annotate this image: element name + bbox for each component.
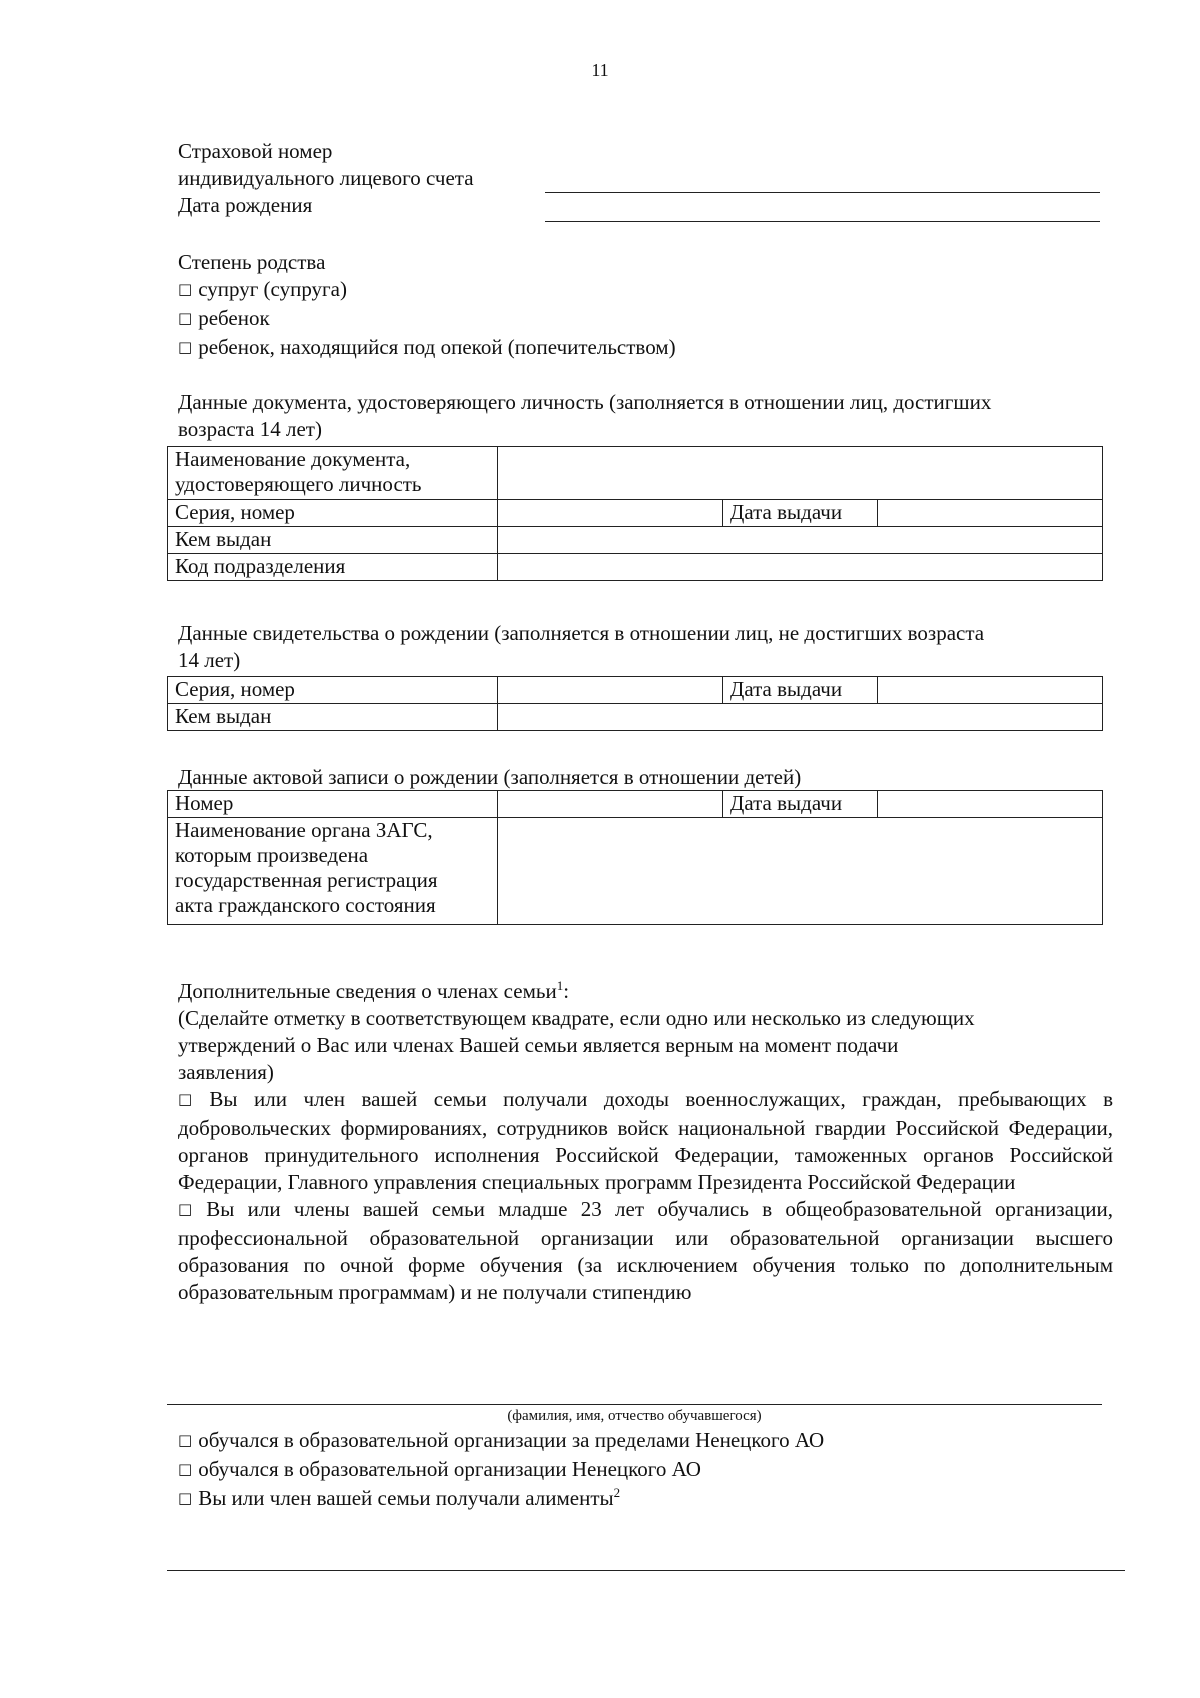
kinship-option-ward[interactable]: □ ребенок, находящийся под опекой (попечительством): [178, 335, 676, 359]
issued-by-label: Кем выдан: [168, 704, 498, 731]
kinship-section: [178, 249, 676, 363]
identity-doc-table: [167, 446, 1103, 581]
footnote-mark: 2: [613, 1485, 621, 1500]
identity-doc-heading: Данные документа, удостоверяющего личность (заполняется в отношении лиц, достигших возраста 14 лет): [178, 390, 992, 441]
table-row: [168, 704, 1103, 731]
table-row: [168, 677, 1103, 704]
birthdate-label: Дата рождения: [178, 193, 313, 217]
birth-record-table: [167, 790, 1103, 925]
birthdate-field[interactable]: [545, 221, 1100, 222]
insurance-label-line-2: индивидуального лицевого счета: [178, 166, 474, 190]
student-name-caption: (фамилия, имя, отчество обучавшегося): [507, 1408, 762, 1424]
record-number-label: Номер: [168, 791, 498, 818]
statement-military-income[interactable]: □ Вы или член вашей семьи получали доходы военнослужащих, граждан, пребывающих в добровольческих формированиях, сотрудников войск национальной гвардии Российской Федерации, органов принудительного исполнения Российской Федерации, таможенных органов Российской Федерации, Главного управления специальных программ Президента Российской Федерации: [178, 1087, 1114, 1194]
series-field[interactable]: [498, 677, 723, 704]
checkbox-icon[interactable]: □: [178, 1431, 193, 1449]
issue-date-label: Дата выдачи: [723, 500, 878, 527]
birth-record-heading: Данные актовой записи о рождении (заполняется в отношении детей): [178, 765, 802, 789]
checkbox-icon[interactable]: □: [178, 280, 193, 298]
issued-by-field[interactable]: [498, 704, 1103, 731]
additional-title: Дополнительные сведения о членах семьи$^1$:: [178, 978, 570, 1003]
insurance-number-field[interactable]: [545, 192, 1100, 193]
issue-date-field[interactable]: [878, 791, 1103, 818]
table-row: [168, 500, 1103, 527]
student-name-field[interactable]: [167, 1404, 1102, 1405]
zags-label: Наименование органа ЗАГС, которым произведена государственная регистрация акта гражданского состояния: [168, 818, 498, 925]
table-row: [168, 447, 1103, 500]
division-code-label: Код подразделения: [168, 554, 498, 581]
footnote-mark: 1: [556, 978, 564, 993]
division-code-field[interactable]: [498, 554, 1103, 581]
kinship-option-spouse[interactable]: □ супруг (супруга): [178, 277, 347, 301]
issued-by-label: Кем выдан: [168, 527, 498, 554]
page-number: 11: [591, 60, 609, 80]
birth-cert-heading: Данные свидетельства о рождении (заполняется в отношении лиц, не достигших возраста 14 лет): [178, 621, 985, 672]
series-label: Серия, номер: [168, 500, 498, 527]
doc-name-label: Наименование документа, удостоверяющего личность: [168, 447, 498, 500]
birth-cert-table: [167, 676, 1103, 731]
alimony-option[interactable]: □ Вы или член вашей семьи получали алименты$^2$: [178, 1485, 621, 1510]
issued-by-field[interactable]: [498, 527, 1103, 554]
table-row: [168, 818, 1103, 925]
additional-note: (Сделайте отметку в соответствующем квадрате, если одно или несколько из следующих: [178, 1006, 975, 1030]
series-label: Серия, номер: [168, 677, 498, 704]
issue-date-field[interactable]: [878, 677, 1103, 704]
record-number-field[interactable]: [498, 791, 723, 818]
doc-name-field[interactable]: [498, 447, 1103, 500]
issue-date-label: Дата выдачи: [723, 791, 878, 818]
checkbox-icon[interactable]: □: [178, 1090, 204, 1108]
alimony-details-field[interactable]: [167, 1570, 1125, 1571]
insurance-label-line-1: Страховой номер: [178, 139, 333, 163]
checkbox-icon[interactable]: □: [178, 1489, 193, 1507]
study-option-inside[interactable]: □ обучался в образовательной организации Ненецкого АО: [178, 1457, 701, 1481]
study-option-outside[interactable]: □ обучался в образовательной организации за пределами Ненецкого АО: [178, 1428, 825, 1452]
zags-field[interactable]: [498, 818, 1103, 925]
kinship-title: Степень родства: [178, 250, 326, 274]
checkbox-icon[interactable]: □: [178, 1200, 201, 1218]
additional-info-section: Дополнительные сведения о членах семьи$^1$: (Сделайте отметку в соответствующем квадрате, если одно или несколько из следующих утверждений о Вас или членах Вашей семьи является верным на момент подачи заявления) □ Вы или член вашей семьи получали доходы военнослужащих, граждан, пребывающих в добровольческих формированиях, сотрудников войск национальной гвардии Российской Федерации, органов принудительного исполнения Российской Федерации, таможенных органов Российской Федерации, Главного управления специальных программ Президента Российской Федерации □ Вы или члены вашей семьи младше 23 лет обучались в общеобразовательной организации, профессиональной образовательной организации или образовательной организации высшего образования по очной форме обучения (за исключением обучения только по дополнительным образовательным программам) и не получали стипендию: [178, 978, 1114, 1304]
issue-date-label: Дата выдачи: [723, 677, 878, 704]
table-row: [168, 527, 1103, 554]
checkbox-icon[interactable]: □: [178, 338, 193, 356]
statement-education[interactable]: □ Вы или члены вашей семьи младше 23 лет обучались в общеобразовательной организации, профессиональной образовательной организации или образовательной организации высшего образования по очной форме обучения (за исключением обучения только по дополнительным образовательным программам) и не получали стипендию: [178, 1197, 1114, 1304]
series-field[interactable]: [498, 500, 723, 527]
checkbox-icon[interactable]: □: [178, 309, 193, 327]
table-row: [168, 791, 1103, 818]
kinship-option-child[interactable]: □ ребенок: [178, 306, 270, 330]
issue-date-field[interactable]: [878, 500, 1103, 527]
checkbox-icon[interactable]: □: [178, 1460, 193, 1478]
study-options: [178, 1427, 824, 1514]
personal-fields-labels: [178, 138, 474, 219]
table-row: [168, 554, 1103, 581]
